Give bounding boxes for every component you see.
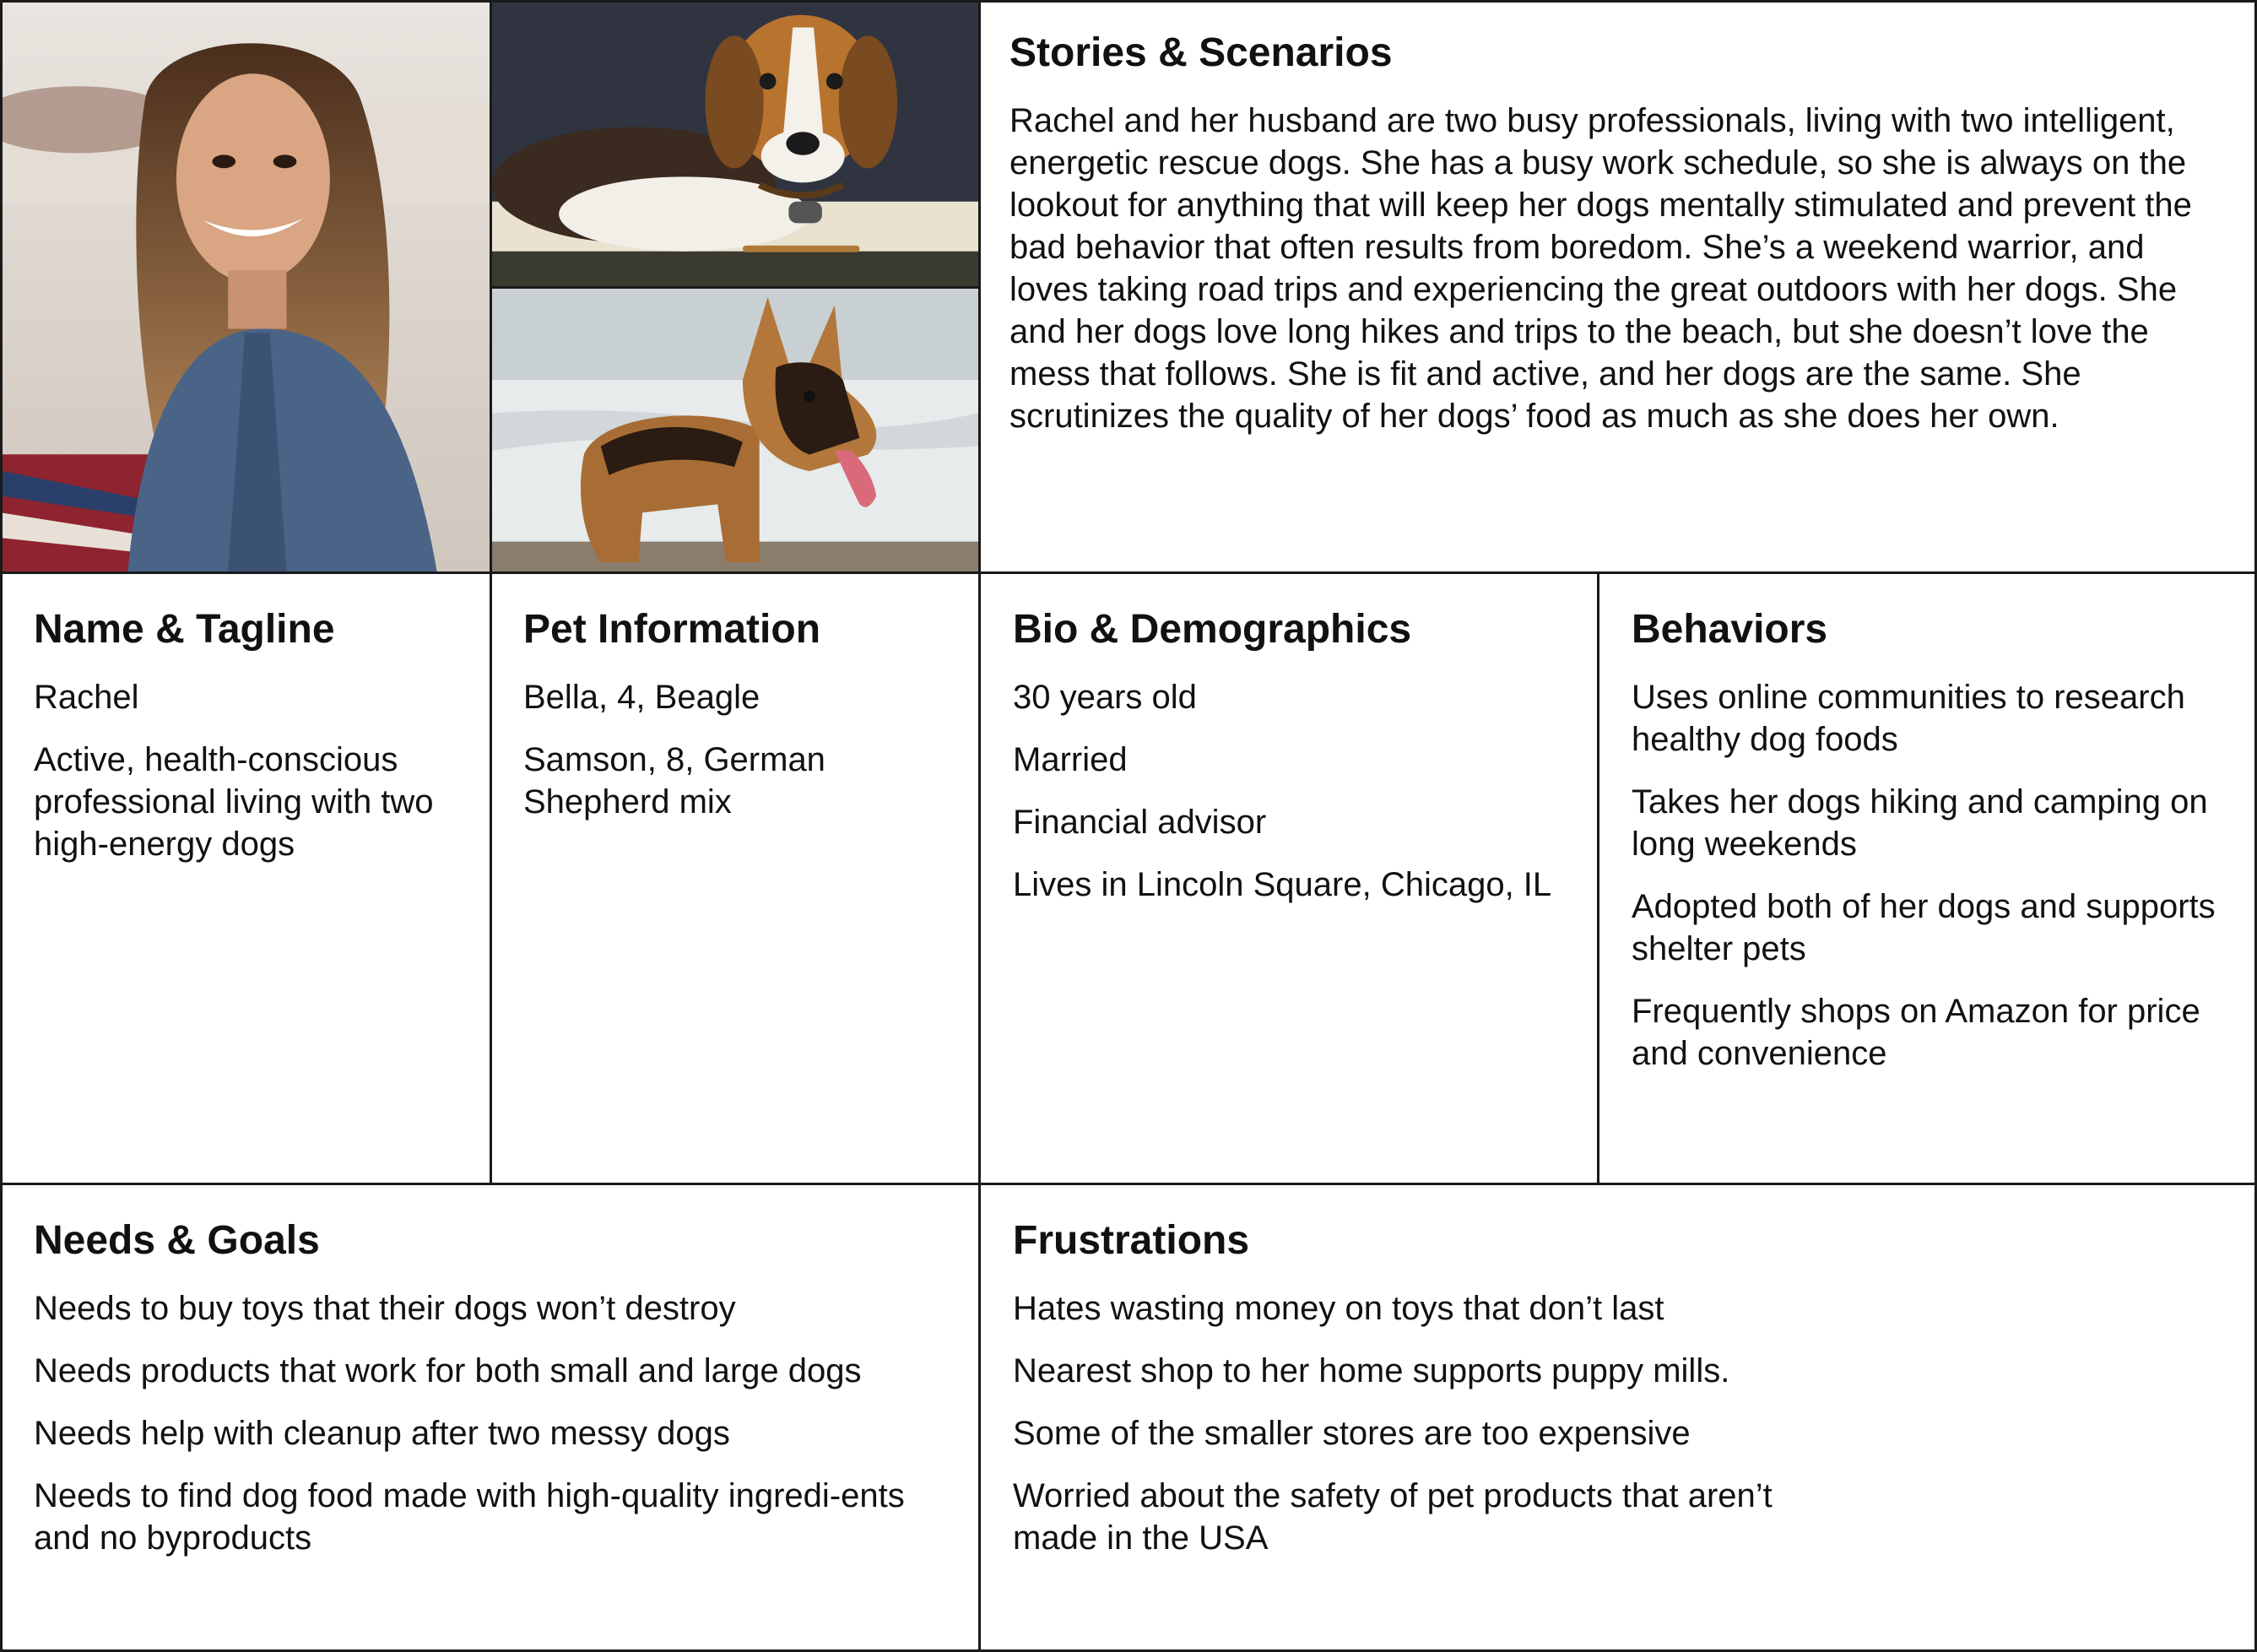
- person-photo: [0, 0, 492, 574]
- frustration-item: Some of the smaller stores are too expensive: [1013, 1415, 1691, 1453]
- bio-item: Financial advisor: [1013, 804, 1267, 842]
- frustration-item: Hates wasting money on toys that don’t last: [1013, 1290, 1664, 1328]
- stories-scenarios-card: [978, 0, 2257, 574]
- frustrations-title: Frustrations: [1013, 1218, 1250, 1263]
- pet-information-card: [490, 571, 981, 1185]
- frustration-item: Nearest shop to her home supports puppy mills.: [1013, 1352, 1730, 1390]
- behavior-item: Takes her dogs hiking and camping on long weekends: [1632, 783, 2208, 864]
- behaviors-card: [1597, 571, 2257, 1185]
- beagle-photo-art: [492, 3, 978, 286]
- behaviors-title: Behaviors: [1632, 607, 1828, 652]
- need-item: Needs to find dog food made with high-quality ingredi-ents and no byproducts: [34, 1477, 905, 1557]
- name-tagline-title: Name & Tagline: [34, 607, 335, 652]
- pet-item: Samson, 8, German Shepherd mix: [523, 741, 825, 821]
- need-item: Needs help with cleanup after two messy dogs: [34, 1415, 730, 1453]
- behavior-item: Frequently shops on Amazon for price and convenience: [1632, 993, 2200, 1073]
- shepherd-photo: [490, 286, 981, 574]
- pet-item: Bella, 4, Beagle: [523, 679, 760, 717]
- shepherd-photo-art: [492, 289, 978, 571]
- pet-information-title: Pet Information: [523, 607, 821, 652]
- bio-item: 30 years old: [1013, 679, 1197, 717]
- person-photo-art: [3, 3, 490, 571]
- needs-goals-card: [0, 1183, 981, 1652]
- behavior-item: Adopted both of her dogs and supports shelter pets: [1632, 888, 2216, 968]
- frustration-item: Worried about the safety of pet products that aren’t made in the USA: [1013, 1477, 1773, 1557]
- behavior-item: Uses online communities to research healthy dog foods: [1632, 679, 2185, 759]
- stories-text: Rachel and her husband are two busy professionals, living with two intelligent, energetic rescue dogs. She has a busy work schedule, so she is always on the lookout for anything that will keep her dogs mentally stimulated and prevent the bad behavior that often results from boredom. She’s a weekend warrior, and loves taking road trips and experiencing the great outdoors with her dogs. She and her dogs love long hikes and trips to the beach, but she doesn’t love the mess that follows. She is fit and active, and her dogs are the same. She scrutinizes the quality of her dogs’ food as much as she does her own.: [1009, 102, 2192, 436]
- need-item: Needs products that work for both small and large dogs: [34, 1352, 862, 1390]
- bio-item: Married: [1013, 741, 1128, 779]
- persona-tagline: Active, health-conscious professional living with two high-energy dogs: [34, 741, 434, 864]
- bio-item: Lives in Lincoln Square, Chicago, IL: [1013, 866, 1552, 904]
- name-tagline-card: [0, 571, 492, 1185]
- frustrations-card: [978, 1183, 2257, 1652]
- need-item: Needs to buy toys that their dogs won’t destroy: [34, 1290, 736, 1328]
- persona-name: Rachel: [34, 679, 139, 717]
- needs-goals-title: Needs & Goals: [34, 1218, 320, 1263]
- stories-title: Stories & Scenarios: [1009, 30, 1393, 75]
- bio-demographics-card: [978, 571, 1599, 1185]
- beagle-photo: [490, 0, 981, 289]
- bio-demographics-title: Bio & Demographics: [1013, 607, 1412, 652]
